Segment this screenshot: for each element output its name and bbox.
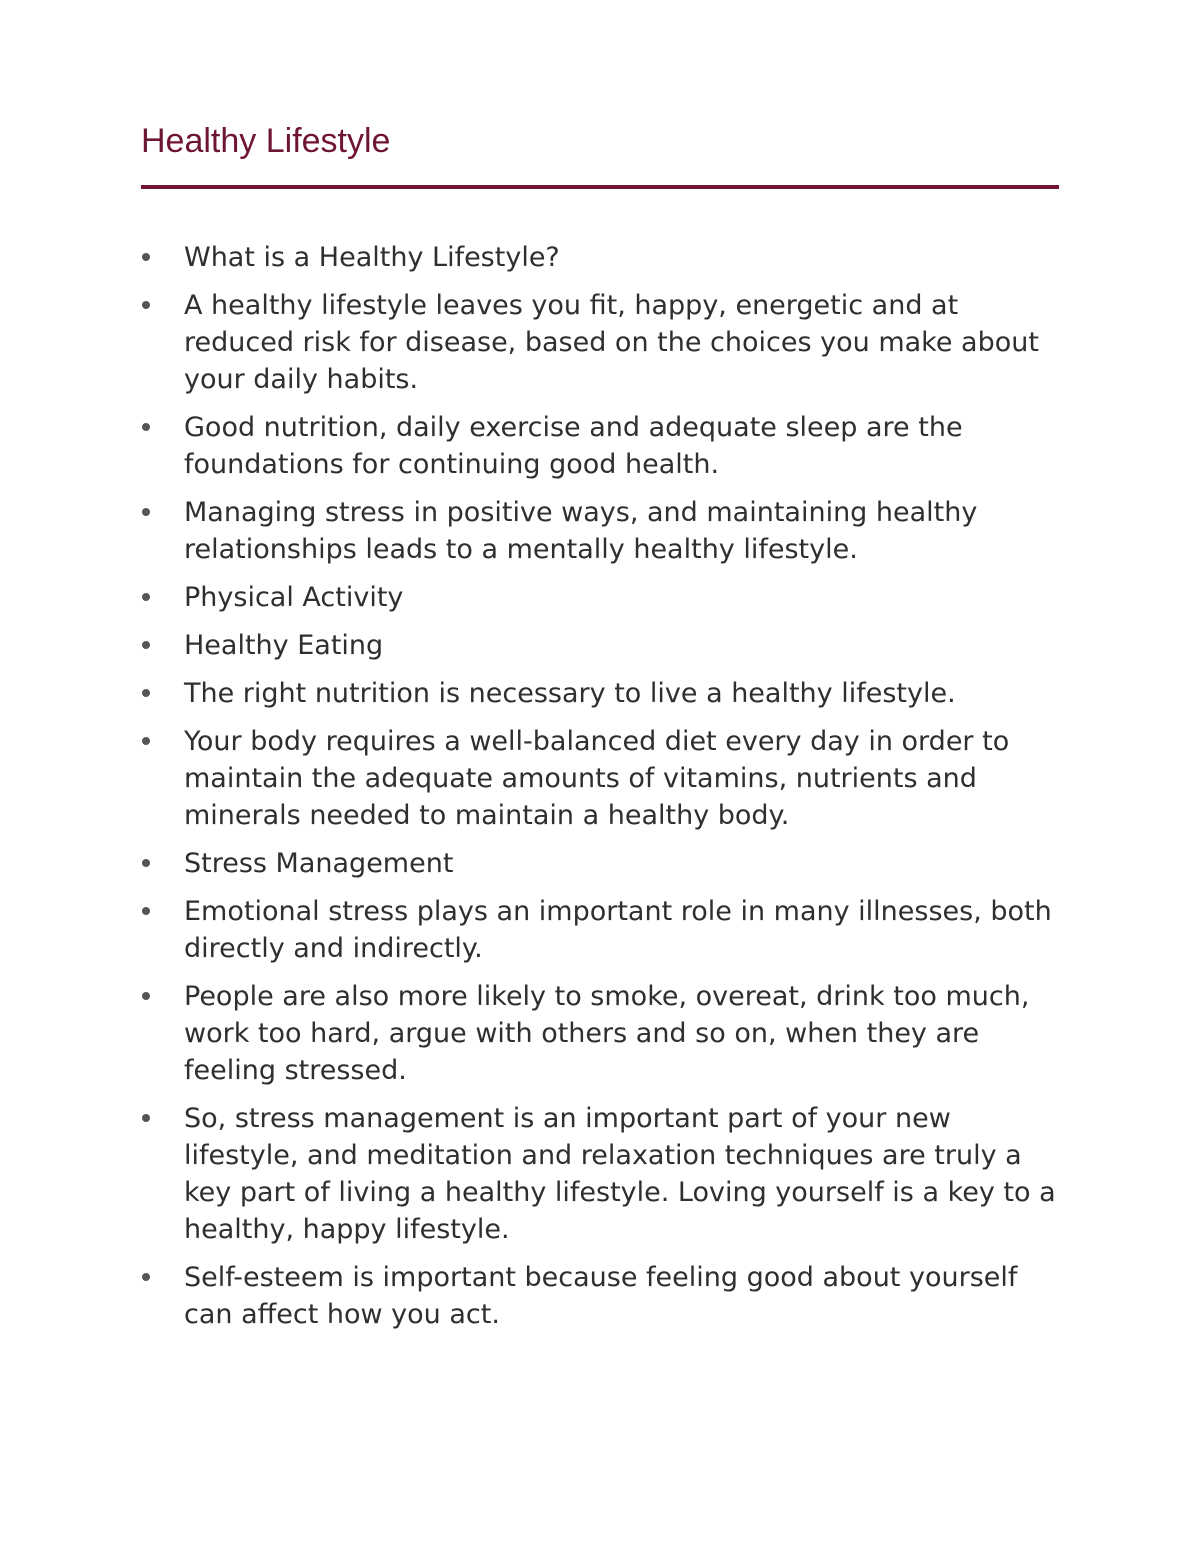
bullet-list: [141, 239, 1059, 1344]
list-item: [141, 978, 1059, 1089]
list-item: [141, 675, 1059, 712]
bullet-text: Managing stress in positive ways, and maintaining healthy relationships leads to a mentally healthy lifestyle.: [184, 497, 978, 565]
bullet-dot-icon: [142, 641, 150, 649]
list-item: [141, 239, 1059, 276]
bullet-dot-icon: [142, 907, 150, 915]
list-item: [141, 494, 1059, 568]
page-title: Healthy Lifestyle: [141, 122, 391, 160]
bullet-text: Physical Activity: [184, 582, 404, 613]
bullet-text: Healthy Eating: [184, 630, 384, 661]
bullet-dot-icon: [142, 689, 150, 697]
list-item: [141, 845, 1059, 882]
bullet-dot-icon: [142, 593, 150, 601]
list-item: [141, 579, 1059, 616]
bullet-text: Stress Management: [184, 848, 454, 879]
bullet-text: Good nutrition, daily exercise and adequate sleep are the foundations for continuing good health.: [184, 412, 963, 480]
bullet-dot-icon: [142, 253, 150, 261]
list-item: [141, 627, 1059, 664]
bullet-text: A healthy lifestyle leaves you fit, happy, energetic and at reduced risk for disease, based on the choices you make about your daily habits.: [184, 290, 1039, 395]
bullet-text: The right nutrition is necessary to live a healthy lifestyle.: [184, 678, 956, 709]
bullet-text: Self-esteem is important because feeling good about yourself can affect how you act.: [184, 1262, 1018, 1330]
list-item: [141, 893, 1059, 967]
bullet-text: People are also more likely to smoke, overeat, drink too much, work too hard, argue with others and so on, when they are feeling stressed.: [184, 981, 1030, 1086]
bullet-text: Your body requires a well-balanced diet every day in order to maintain the adequate amounts of vitamins, nutrients and minerals needed to maintain a healthy body.: [184, 726, 1010, 831]
list-item: [141, 1259, 1059, 1333]
bullet-dot-icon: [142, 423, 150, 431]
bullet-dot-icon: [142, 1114, 150, 1122]
list-item: [141, 723, 1059, 834]
title-divider: [141, 185, 1059, 189]
bullet-dot-icon: [142, 992, 150, 1000]
bullet-dot-icon: [142, 737, 150, 745]
bullet-dot-icon: [142, 859, 150, 867]
bullet-text: So, stress management is an important part of your new lifestyle, and meditation and relaxation techniques are truly a key part of living a healthy lifestyle. Loving yourself is a key to a healthy, happy lifestyle.: [184, 1103, 1056, 1245]
list-item: [141, 287, 1059, 398]
bullet-dot-icon: [142, 1273, 150, 1281]
list-item: [141, 409, 1059, 483]
list-item: [141, 1100, 1059, 1248]
bullet-text: What is a Healthy Lifestyle?: [184, 242, 560, 273]
bullet-dot-icon: [142, 508, 150, 516]
bullet-text: Emotional stress plays an important role in many illnesses, both directly and indirectly.: [184, 896, 1052, 964]
bullet-dot-icon: [142, 301, 150, 309]
